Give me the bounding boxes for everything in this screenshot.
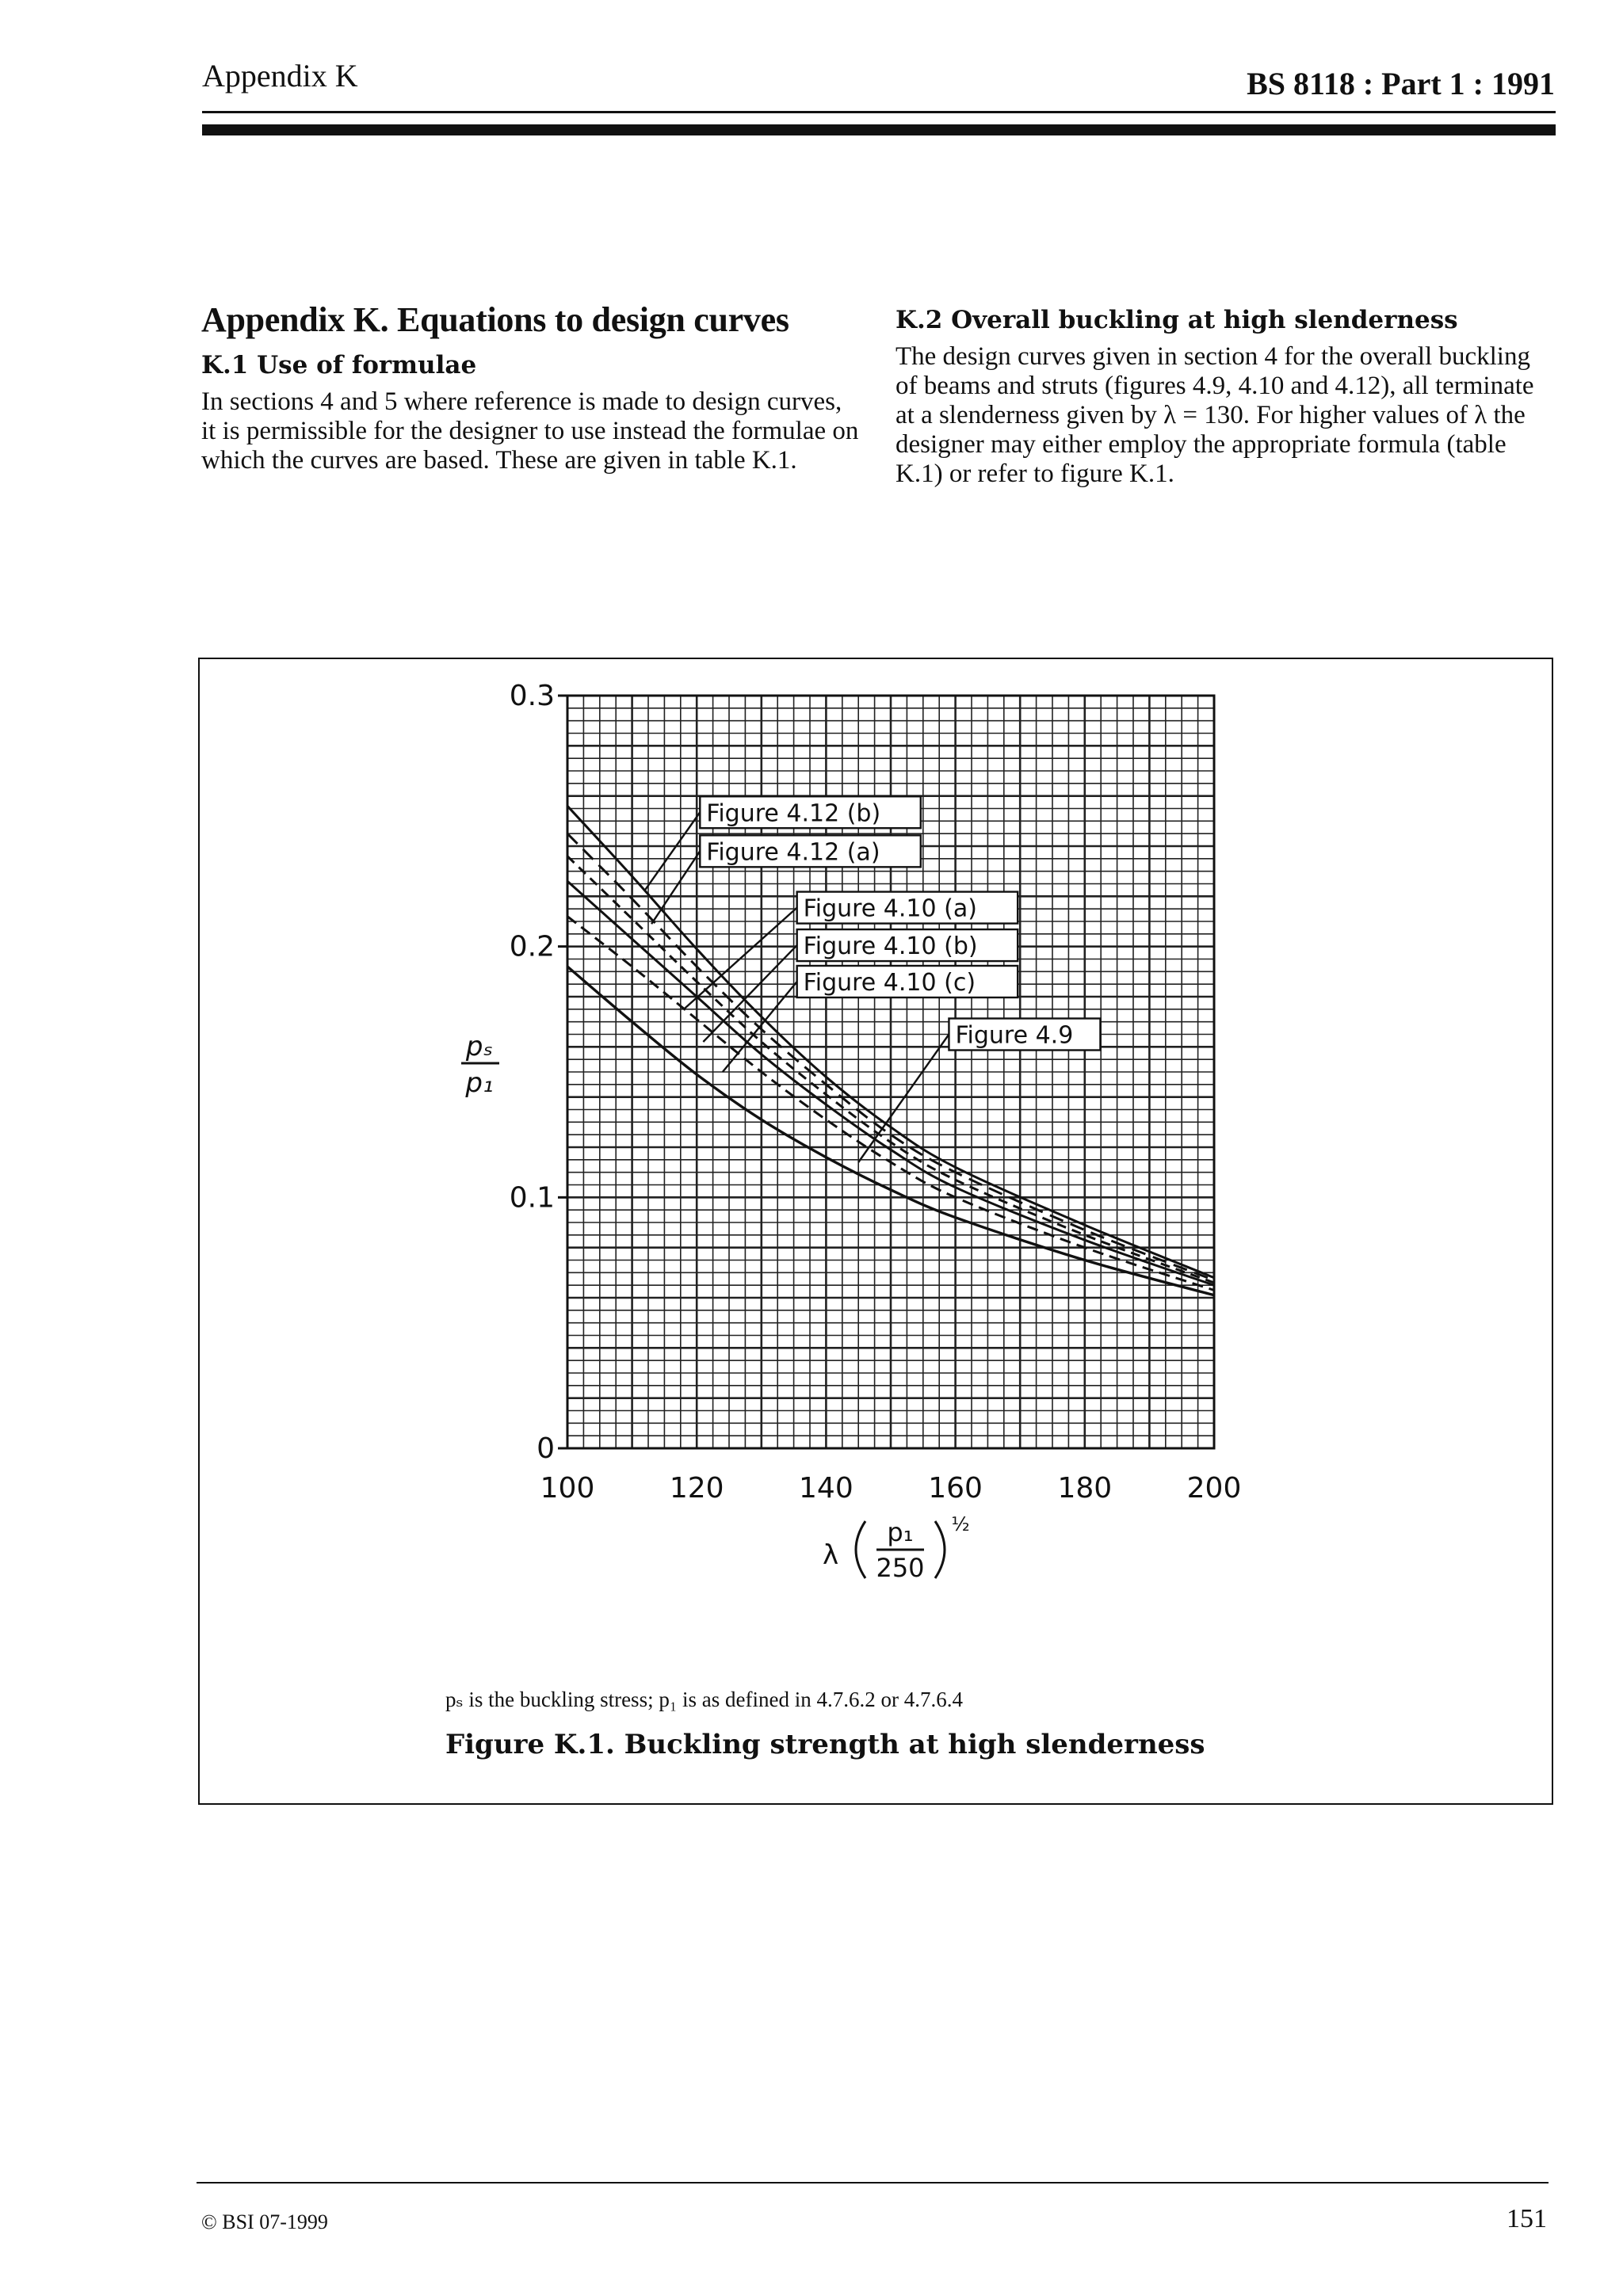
footer-rule	[197, 2182, 1549, 2183]
x-tick-label: 100	[540, 1472, 595, 1505]
footer-copyright: © BSI 07-1999	[201, 2210, 328, 2233]
section-k1-heading: K.1 Use of formulae	[201, 351, 477, 379]
x-axis-label-lambda: λ	[822, 1539, 839, 1571]
x-tick-label: 120	[669, 1472, 724, 1505]
series-label: Figure 4.10 (a)	[803, 894, 977, 923]
figure-note: pₛ is the buckling stress; p₁ is as defined in 4.7.6.2 or 4.7.6.4	[445, 1688, 963, 1711]
y-tick-label: 0.2	[509, 930, 555, 963]
series-label: Figure 4.10 (b)	[803, 933, 978, 961]
y-axis-label-ps: pₛ	[465, 1031, 494, 1062]
running-header-section: Appendix K	[202, 58, 358, 93]
x-axis-label	[823, 1513, 970, 1583]
leader-line	[723, 982, 797, 1072]
x-axis-label-250: 250	[876, 1553, 925, 1583]
leader-line	[651, 851, 700, 924]
x-tick-label: 180	[1057, 1472, 1113, 1505]
section-k2-heading: K.2 Overall buckling at high slenderness	[896, 306, 1458, 334]
x-tick-label: 160	[928, 1472, 983, 1505]
y-axis-label	[461, 1031, 499, 1099]
figure-caption: Figure K.1. Buckling strength at high slenderness	[445, 1729, 1205, 1760]
series-label: Figure 4.12 (b)	[706, 799, 881, 828]
appendix-title: Appendix K. Equations to design curves	[201, 300, 789, 339]
leader-line	[645, 812, 700, 890]
y-tick-label: 0.1	[509, 1181, 555, 1215]
leader-line	[703, 945, 796, 1042]
x-tick-label: 200	[1186, 1472, 1242, 1505]
y-tick-label: 0.3	[509, 680, 555, 712]
section-k2-paragraph: The design curves given in section 4 for the overall buckling of beams and struts (figures 4.9, 4.10 and 4.12), all terminate at a slenderness given by λ = 130. For higher values of λ the designer may either employ the appropriate formula (table K.1) or refer to figure K.1.	[896, 342, 1534, 488]
page-number: 151	[1507, 2204, 1547, 2233]
y-tick-label: 0	[537, 1432, 555, 1465]
series-label: Figure 4.12 (a)	[706, 838, 880, 867]
running-header-standard: BS 8118 : Part 1 : 1991	[1247, 66, 1555, 101]
x-tick-label: 140	[799, 1472, 854, 1505]
x-axis-label-exponent: ½	[951, 1513, 970, 1535]
series-label: Figure 4.9	[955, 1021, 1074, 1050]
x-axis-label-p1: p₁	[887, 1517, 914, 1547]
y-axis-label-p1: p₁	[465, 1067, 494, 1099]
section-k1-paragraph: In sections 4 and 5 where reference is made to design curves, it is permissible for the designer to use instead the formulae on which the curves are based. These are given in table K.1.	[201, 387, 859, 475]
series-label: Figure 4.10 (c)	[803, 969, 976, 997]
